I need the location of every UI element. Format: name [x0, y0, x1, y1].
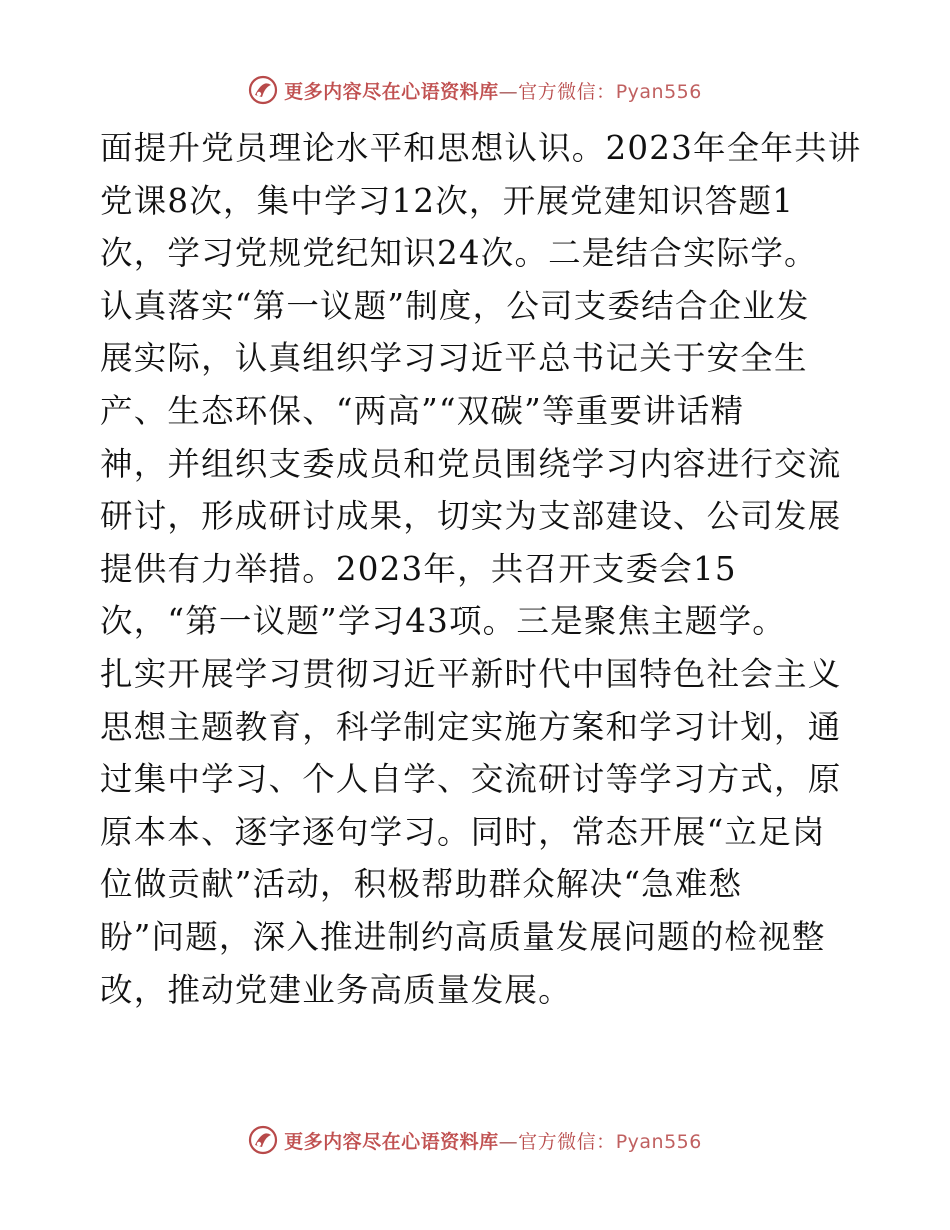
footer-watermark — [0, 1122, 950, 1158]
text-line: 研讨，形成研讨成果，切实为支部建设、公司发展 — [100, 497, 842, 536]
text-line: 改，推动党建业务高质量发展。 — [100, 970, 572, 1009]
text-line: 次，学习党规党纪知识24次。二是结合实际学。 — [100, 234, 818, 273]
watermark-account: Pyan556 — [615, 1130, 702, 1153]
logo-icon — [248, 75, 278, 105]
watermark-label: 官方微信： — [518, 80, 616, 103]
watermark-separator: — — [498, 80, 519, 103]
text-line: 神，并组织支委成员和党员围绕学习内容进行交流 — [100, 444, 842, 483]
text-line: 面提升党员理论水平和思想认识。2023年全年共讲 — [100, 129, 862, 167]
text-line: 过集中学习、个人自学、交流研讨等学习方式，原 — [100, 760, 842, 799]
text-line: 盼”问题，深入推进制约高质量发展问题的检视整 — [100, 917, 826, 956]
text-line: 思想主题教育，科学制定实施方案和学习计划，通 — [100, 707, 842, 746]
watermark-label: 官方微信： — [518, 1130, 616, 1153]
text-line: 提供有力举措。2023年，共召开支委会15 — [100, 549, 737, 588]
logo-icon — [248, 1125, 278, 1155]
text-line: 原本本、逐字逐句学习。同时，常态开展“立足岗 — [100, 812, 826, 851]
watermark-text — [284, 77, 702, 104]
text-line: 扎实开展学习贯彻习近平新时代中国特色社会主义 — [100, 654, 842, 693]
text-line: 产、生态环保、“两高”“双碳”等重要讲话精 — [100, 391, 745, 430]
text-line: 认真落实“第一议题”制度，公司支委结合企业发 — [100, 286, 810, 325]
text-line: 位做贡献”活动，积极帮助群众解决“急难愁 — [100, 865, 743, 904]
watermark-brand: 更多内容尽在心语资料库 — [284, 80, 499, 103]
watermark-separator: — — [498, 1130, 519, 1153]
document-body — [100, 122, 860, 1016]
watermark-text — [284, 1127, 702, 1154]
watermark-account: Pyan556 — [615, 80, 702, 103]
text-line: 展实际，认真组织学习习近平总书记关于安全生 — [100, 339, 808, 378]
header-watermark — [0, 72, 950, 108]
text-line: 党课8次，集中学习12次，开展党建知识答题1 — [100, 181, 795, 220]
text-line: 次，“第一议题”学习43项。三是聚焦主题学。 — [100, 602, 786, 641]
watermark-brand: 更多内容尽在心语资料库 — [284, 1130, 499, 1153]
